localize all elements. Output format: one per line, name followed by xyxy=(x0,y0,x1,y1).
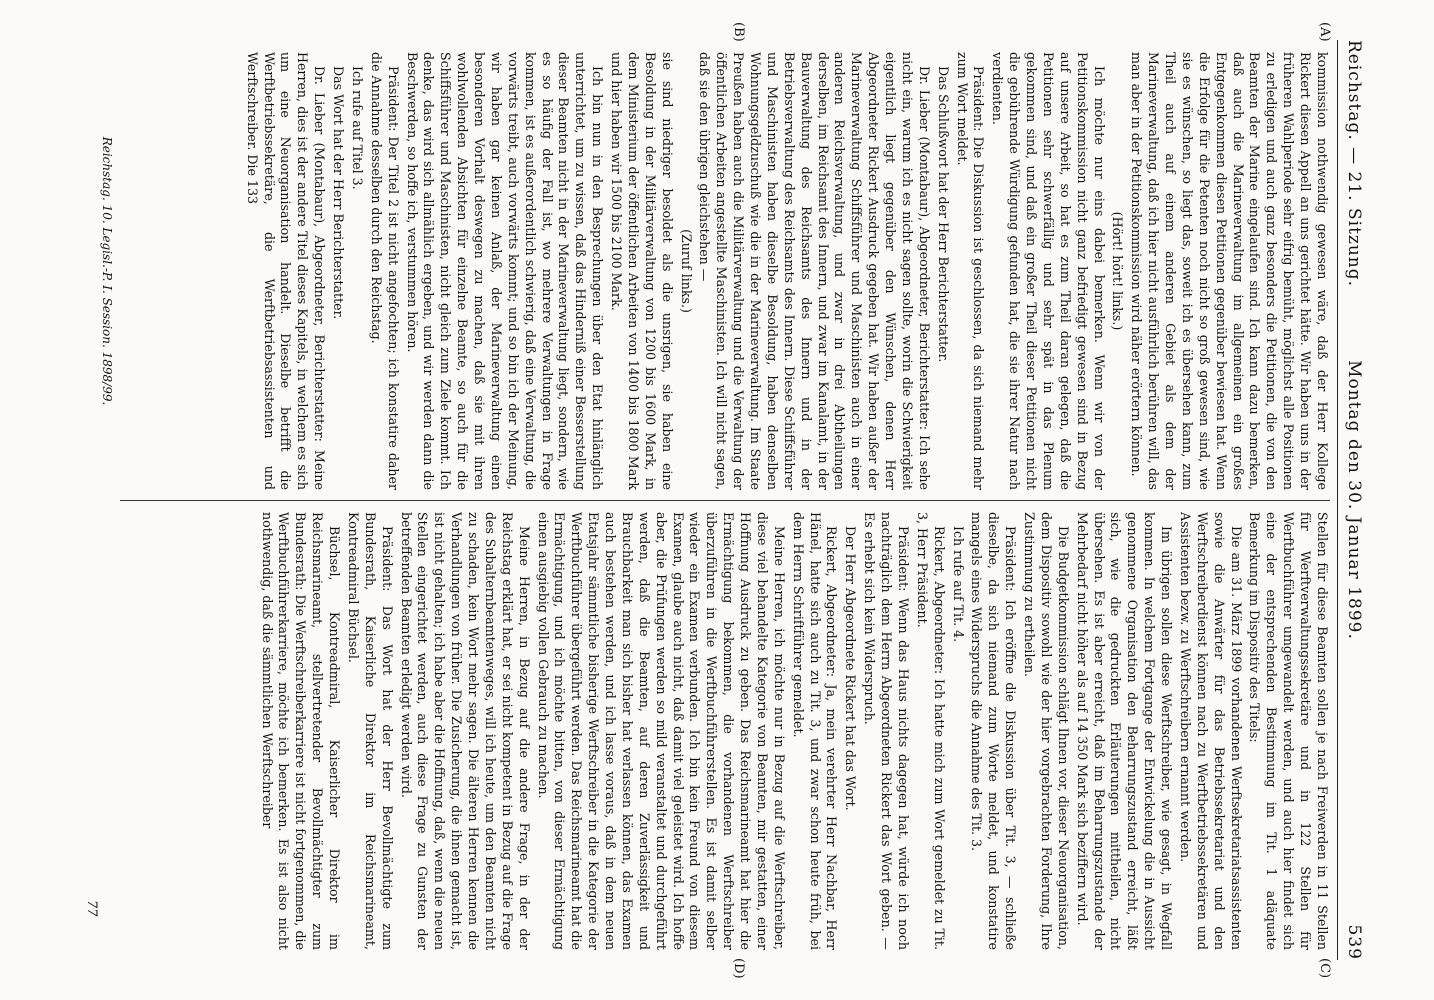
paragraph: Ich rufe auf Tit. 4. xyxy=(950,526,966,643)
paragraph: Die Budgetkommission schlägt Ihnen vor, dieser Neuorganisation, dem Dispositiv sowohl wie der hier vorgebrachten Forderung, Ihre Zustimmung zu ertheilen. xyxy=(1022,512,1071,950)
paragraph: Meine Herren, in Bezug auf die andere Frage, in der der Reichstag erklärt hat, er sei nicht kompetent in Bezug auf die Frage des Subalternbeamtenweges, will ich heute, um den Beamten nicht zu schaden, kein Wort mehr sagen. Die älteren Herren kennen die Verhandlungen von früher. Die Zusicherung, die ihnen gemacht ist, ist nicht gehalten; ich habe aber die Hoffnung, daß, wenn die neuen Stellen eingerichtet werden, auch diese Frage zu Gunsten der betreffenden Beamten erledigt werden wird. xyxy=(398,512,532,950)
running-head-date: Montag den 30. Januar 1899. xyxy=(1344,360,1364,640)
margin-mark-d: (D) xyxy=(731,958,746,979)
margin-mark-a: (A) xyxy=(1317,22,1332,42)
paragraph: sie sind niedriger besoldet als die unsrigen, sie haben eine Besoldung in der Militärverwaltung von 1200 bis 1600 Mark, in dem Ministerium der öffentlichen Arbeiten von 1400 bis 1800 Mark und hier haben wir 1500 bis 2100 Mark. xyxy=(609,52,675,490)
paragraph: Rickert, Abgeordneter: Ja, mein verehrter Herr Nachbar, Herr Hänel, hatte sich auch zu Tit. 3, und zwar schon heute früh, bei dem Herrn Schriftführer gemeldet. xyxy=(790,512,840,950)
margin-mark-c: (C) xyxy=(1317,958,1332,979)
paragraph: Ich bin nun in den Besprechungen über den Etat hinlänglich unterrichtet, um zu wissen, daß das Hinderniß einer Besserstellung dieser Beamten nicht in der Marineverwaltung liegt, sondern, wie es so häufig der Fall ist, wo mehrere Verwaltungen in Frage kommen, ist es außerordentlich schwierig, daß eine Verwaltung, die vorwärts treibt, auch vorwärts kommt; und so bin ich der Meinung, wir haben gar keinen Anlaß, der Marineverwaltung einen besonderen Vorhalt deswegen zu machen, daß sie mit ihren wohlwollenden Absichten für einzelne Beamte, so auch für die Schiffsführer und Maschinisten, nicht gleich zum Ziele kommt. Ich denke, das wird sich allmählich ergeben, und wir werden dann die Beschwerden, so hoffe ich, verstummen hören. xyxy=(404,52,606,490)
running-head xyxy=(1337,40,1372,960)
paragraph: Präsident: Der Titel 2 ist nicht angefochten; ich konstatire daher die Annahme desselben durch den Reichstag. xyxy=(368,52,401,490)
paragraph: Präsident: Ich eröffne die Diskussion über Tit. 3, — schließe dieselbe, da sich niemand zum Worte meldet, und konstatire mangels eines Widerspruchs die Annahme des Tit. 3. xyxy=(969,512,1019,950)
paragraph: Dr. Lieber (Montabaur), Abgeordneter, Berichterstatter: Meine Herren, dies ist der andere Titel dieses Kapitels, in welchem es sich um eine Neuorganisation handelt. Dieselbe betrifft die Werftbetriebssekretäre, die Werftbetriebsassistenten und Werftschreiber. Die 133 xyxy=(244,52,328,490)
paragraph: Präsident: Die Diskussion ist geschlossen, da sich niemand mehr zum Wort meldet. xyxy=(954,52,987,490)
paragraph: Das Wort hat der Herr Berichterstatter. xyxy=(331,66,347,320)
paragraph: Präsident: Wenn das Haus nichts dagegen hat, würde ich noch nachträglich dem Herrn Abgeordneten Rickert das Wort geben. — Es erhebt sich kein Widerspruch. xyxy=(862,512,911,950)
paragraph: Rickert, Abgeordneter: Ich hatte mich zum Wort gemeldet zu Tit. 3, Herr Präsident. xyxy=(914,512,947,950)
paragraph: Im übrigen sollen diese Werftschreiber, wie gesagt, in Wegfall kommen. In welchem Fortgange der Entwickelung die in Aussicht genommene Organisation den Beharrungszustand erreicht, läßt sich, wie die gedruckten Erläuterungen mittheilen, nicht übersehen. Es ist aber erreicht, daß im Beharrungszustande der Mehrbedarf nicht höher als auf 14 350 Mark sich beziffern wird. xyxy=(1074,512,1175,950)
page-number: 539 xyxy=(1344,924,1364,960)
page-footer: Reichstag. 10. Legisl.-P. I. Session. 1898/99. xyxy=(100,136,114,406)
paragraph: Dr. Lieber (Montabaur), Abgeordneter, Berichterstatter: Ich sehe nicht ein, warum ich es nicht sagen sollte, worin die Schwierigkeit eigentlich liegt gegenüber den Wünschen, denen Herr Abgeordneter Rickert Ausdruck gegeben hat. Wir haben außer der Marineverwaltung Schiffsführer und Maschinisten auch in einer anderen Reichsverwaltung, und zwar in drei Abtheilungen derselben, im Reichsamt des Innern, und zwar im Kanalamt, in der Bauverwaltung des Reichsamts des Innern und in der Betriebsverwaltung des Reichsamts des Innern. Diese Schiffsführer und Maschinisten haben dieselbe Besoldung, haben denselben Wohnungsgeldzuschuß wie die in der Marineverwaltung. Im Staate Preußen haben auch die Militärverwaltung und die Verwaltung der öffentlichen Arbeiten angestellte Maschinisten. Ich will nicht sagen, daß sie den übrigen gleichstehen — xyxy=(697,52,932,490)
column-divider xyxy=(120,500,1330,501)
paragraph: Stellen für diese Beamten sollen je nach Freiwerden in 11 Stellen für Werftverwaltungssekretäre und in 122 Stellen für Werftbuchführer umgewandelt werden, und auch hier findet sich eine der entsprechenden Bestimmung im Tit. 1 adäquate Bemerkung im Dispositiv des Titels: xyxy=(1247,512,1330,950)
paragraph: Der Herr Abgeordnete Rickert hat das Wort. xyxy=(843,526,859,811)
left-column xyxy=(120,52,1330,490)
paragraph: kommission nothwendig gewesen wäre, daß der Herr Kollege Rickert diesen Appell an uns gerichtet hätte. Wir haben uns in der früheren Wahlperiode sehr eifrig bemüht, möglichst alle Positionen zu erledigen und auch ganz besonders die Petitionen, die von den Beamten der Marine eingelaufen sind. Ich kann dazu bemerken, daß auch die Marineverwaltung im allgemeinen ein großes Entgegenkommen diesen Petitionen gegenüber bewiesen hat. Wenn die Erfolge für die Petenten noch nicht so groß gewesen sind, wie sie es wünschen, so liegt das, soweit ich es übersehen kann, zum Theil auch auf einem anderen Gebiet als dem der Marineverwaltung, daß ich hier nicht ausführlich berühren will, das man aber in der Petitionskommission wird näher erörtern können. xyxy=(1129,52,1330,490)
paragraph: Meine Herren, ich möchte nur in Bezug auf die Werftschreiber, diese viel behandelte Kategorie von Beamten, mir gestatten, einer Hoffnung Ausdruck zu geben. Das Reichsmarineamt hat hier die Ermächtigung bekommen, die vorhandenen Werftschreiber überzuführen in die Werftbuchführerstellen. Es ist damit selber wieder ein Examen verbunden. Ich bin kein Freund von diesem Examen, glaube auch nicht, daß damit viel geleistet wird. Ich hoffe aber, die Prüfungen werden so mild veranstaltet und durchgeführt werden, daß die Beamten, auf deren Zuverlässigkeit und Brauchbarkeit man sich bisher hat verlassen können, das Examen auch bestehen werden, und ich lasse voraus, daß in dem neuen Etatsjahr sämmtliche bisherige Werftschreiber in die Kategorie der Werftbuchführer übergeführt werden. Das Reichsmarineamt hat die Ermächtigung, und ich möchte bitten, von dieser Ermächtigung einen ausgiebig vollen Gebrauch zu machen. xyxy=(535,512,787,950)
interjection: (Hört! hört! links.) xyxy=(1110,211,1126,331)
right-column xyxy=(120,512,1330,950)
interjection: (Zuruf links.) xyxy=(678,229,694,313)
paragraph: Das Schlußwort hat der Herr Berichterstatter. xyxy=(935,66,951,363)
paragraph: Büchsel, Kontreadmiral, Kaiserlicher Direktor im Reichsmarineamt, stellvertretender Bevollmächtigter zum Bundesrath: Die Werftschreiberkarriere ist nicht fortgenommen, die Werftbuchführerkarriere, möchte ich bemerken. Es ist also nicht nothwendig, daß die sämmtlichen Werftschreiber xyxy=(259,512,343,950)
margin-mark-b: (B) xyxy=(731,22,746,42)
paragraph: Präsident: Das Wort hat der Herr Bevollmächtigte zum Bundesrath, Kaiserliche Direktor im Reichsmarineamt, Kontreadmiral Büchsel. xyxy=(346,512,395,950)
paragraph: Ich rufe auf Titel 3. xyxy=(350,66,365,190)
paragraph: Ich möchte nur eins dabei bemerken. Wenn wir von der Petitionskommission nicht ganz befriedigt gewesen sind in Bezug auf unsere Arbeit, so hat es zum Theil daran gelegen, daß die Petitionen sehr schwerfällig und sehr spät in das Plenum gekommen sind, und daß ein großer Theil dieser Petitionen nicht die gebührende Würdigung gefunden hat, die sie ihrer Natur nach verdienten. xyxy=(990,52,1107,490)
sheet-number: 77 xyxy=(84,900,99,917)
quoted-provision: Die am 31. März 1899 vorhandenen Werftsekretariatsassistenten sowie die Anwärter für das Betriebssekretariat und den Werftschreiberdienst können nach zu Werftbetriebssekretären und Assistenten bezw. zu Werftschreibern ernannt werden. xyxy=(1178,512,1244,950)
running-head-left: Reichstag. — 21. Sitzung. xyxy=(1344,40,1364,288)
